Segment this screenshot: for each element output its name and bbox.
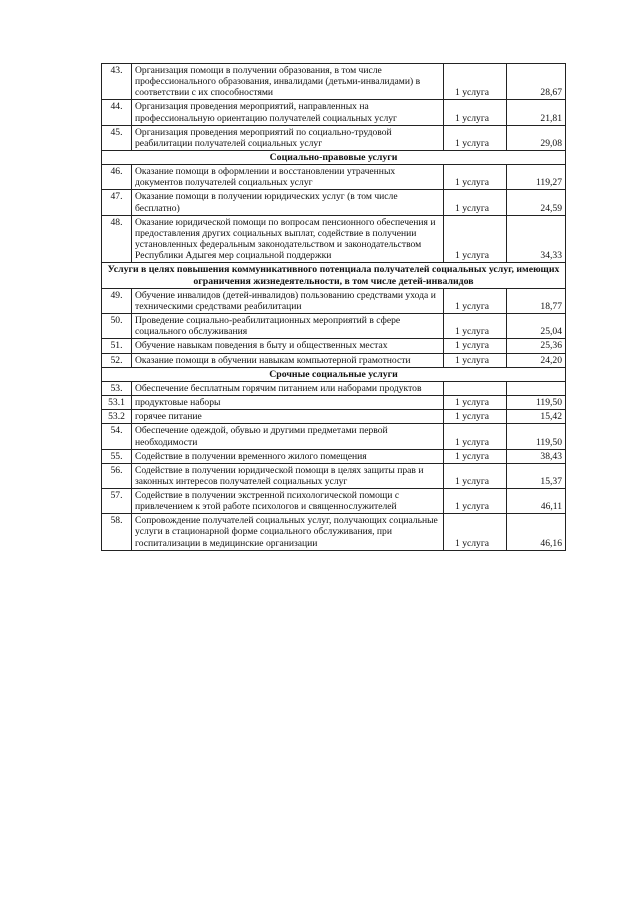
service-price: 119,27	[507, 165, 566, 190]
table-body	[102, 64, 566, 551]
service-price: 18,77	[507, 288, 566, 313]
service-unit: 1 услуга	[444, 215, 507, 263]
row-number: 54.	[102, 424, 132, 449]
table-row	[102, 165, 566, 190]
table-row	[102, 125, 566, 150]
row-number: 44.	[102, 100, 132, 125]
service-name: Организация проведения мероприятий, направленных на профессиональную ориентацию получателей социальных услуг	[132, 100, 444, 125]
service-unit: 1 услуга	[444, 449, 507, 463]
row-number: 52.	[102, 353, 132, 367]
service-name: Организация помощи в получении образования, в том числе профессионального образования, инвалидами (детьми-инвалидами) в соответствии с их способностями	[132, 64, 444, 100]
service-unit: 1 услуга	[444, 424, 507, 449]
section-header-row	[102, 367, 566, 381]
service-name: Содействие в получении экстренной психологической помощи с привлечением к этой работе психологов и священнослужителей	[132, 489, 444, 514]
service-name: Сопровождение получателей социальных услуг, получающих социальные услуги в стационарной форме социального обслуживания, при госпитализации в медицинские организации	[132, 514, 444, 550]
table-row	[102, 353, 566, 367]
service-name: Организация проведения мероприятий по социально-трудовой реабилитации получателей социальных услуг	[132, 125, 444, 150]
section-header-row	[102, 263, 566, 289]
service-price: 25,36	[507, 339, 566, 353]
row-number: 51.	[102, 339, 132, 353]
service-price: 28,67	[507, 64, 566, 100]
table-row	[102, 190, 566, 215]
row-number: 55.	[102, 449, 132, 463]
service-name: Обеспечение бесплатным горячим питанием или наборами продуктов	[132, 382, 444, 396]
service-name: продуктовые наборы	[132, 396, 444, 410]
table-row	[102, 514, 566, 550]
service-name: Обеспечение одеждой, обувью и другими предметами первой необходимости	[132, 424, 444, 449]
service-name: Содействие в получении временного жилого помещения	[132, 449, 444, 463]
service-name: Обучение навыкам поведения в быту и общественных местах	[132, 339, 444, 353]
service-price: 25,04	[507, 314, 566, 339]
row-number: 50.	[102, 314, 132, 339]
table-row	[102, 410, 566, 424]
service-price: 29,08	[507, 125, 566, 150]
table-row	[102, 314, 566, 339]
service-name: Оказание помощи в получении юридических услуг (в том числе бесплатно)	[132, 190, 444, 215]
service-name: Оказание юридической помощи по вопросам пенсионного обеспечения и предоставления других социальных выплат, содействие в получении установленных федеральным законодательством и законодательством Республики Адыгея мер социальной поддержки	[132, 215, 444, 263]
service-unit: 1 услуга	[444, 514, 507, 550]
section-title: Услуги в целях повышения коммуникативного потенциала получателей социальных услуг, имеющих ограничения жизнедеятельности, в том числе детей-инвалидов	[102, 263, 566, 289]
service-price: 38,43	[507, 449, 566, 463]
service-unit: 1 услуга	[444, 125, 507, 150]
row-number: 53.2	[102, 410, 132, 424]
table-row	[102, 288, 566, 313]
service-unit: 1 услуга	[444, 64, 507, 100]
services-tariff-table	[101, 63, 566, 551]
section-header-row	[102, 150, 566, 164]
row-number: 57.	[102, 489, 132, 514]
service-unit: 1 услуга	[444, 410, 507, 424]
service-price: 24,20	[507, 353, 566, 367]
service-price: 46,11	[507, 489, 566, 514]
service-price	[507, 382, 566, 396]
table-row	[102, 396, 566, 410]
service-unit: 1 услуга	[444, 314, 507, 339]
table-row	[102, 489, 566, 514]
table-row	[102, 463, 566, 488]
service-price: 34,33	[507, 215, 566, 263]
row-number: 56.	[102, 463, 132, 488]
service-price: 21,81	[507, 100, 566, 125]
table-row	[102, 215, 566, 263]
service-unit: 1 услуга	[444, 100, 507, 125]
row-number: 58.	[102, 514, 132, 550]
row-number: 53.1	[102, 396, 132, 410]
row-number: 48.	[102, 215, 132, 263]
service-name: Проведение социально-реабилитационных мероприятий в сфере социального обслуживания	[132, 314, 444, 339]
service-unit: 1 услуга	[444, 396, 507, 410]
table-row	[102, 382, 566, 396]
service-unit: 1 услуга	[444, 165, 507, 190]
service-unit: 1 услуга	[444, 190, 507, 215]
service-unit: 1 услуга	[444, 339, 507, 353]
row-number: 47.	[102, 190, 132, 215]
service-price: 15,37	[507, 463, 566, 488]
service-unit	[444, 382, 507, 396]
service-price: 15,42	[507, 410, 566, 424]
service-price: 119,50	[507, 424, 566, 449]
section-title: Срочные социальные услуги	[102, 367, 566, 381]
row-number: 49.	[102, 288, 132, 313]
service-unit: 1 услуга	[444, 353, 507, 367]
service-unit: 1 услуга	[444, 489, 507, 514]
service-unit: 1 услуга	[444, 463, 507, 488]
service-price: 24,59	[507, 190, 566, 215]
table-row	[102, 339, 566, 353]
row-number: 43.	[102, 64, 132, 100]
row-number: 53.	[102, 382, 132, 396]
table-row	[102, 449, 566, 463]
service-name: Оказание помощи в обучении навыкам компьютерной грамотности	[132, 353, 444, 367]
row-number: 46.	[102, 165, 132, 190]
section-title: Социально-правовые услуги	[102, 150, 566, 164]
service-name: Обучение инвалидов (детей-инвалидов) пользованию средствами ухода и техническими средствами реабилитации	[132, 288, 444, 313]
row-number: 45.	[102, 125, 132, 150]
table-row	[102, 64, 566, 100]
table-row	[102, 424, 566, 449]
table-row	[102, 100, 566, 125]
service-price: 46,16	[507, 514, 566, 550]
service-name: горячее питание	[132, 410, 444, 424]
service-unit: 1 услуга	[444, 288, 507, 313]
service-price: 119,50	[507, 396, 566, 410]
service-name: Оказание помощи в оформлении и восстановлении утраченных документов получателей социальных услуг	[132, 165, 444, 190]
service-name: Содействие в получении юридической помощи в целях защиты прав и законных интересов получателей социальных услуг	[132, 463, 444, 488]
